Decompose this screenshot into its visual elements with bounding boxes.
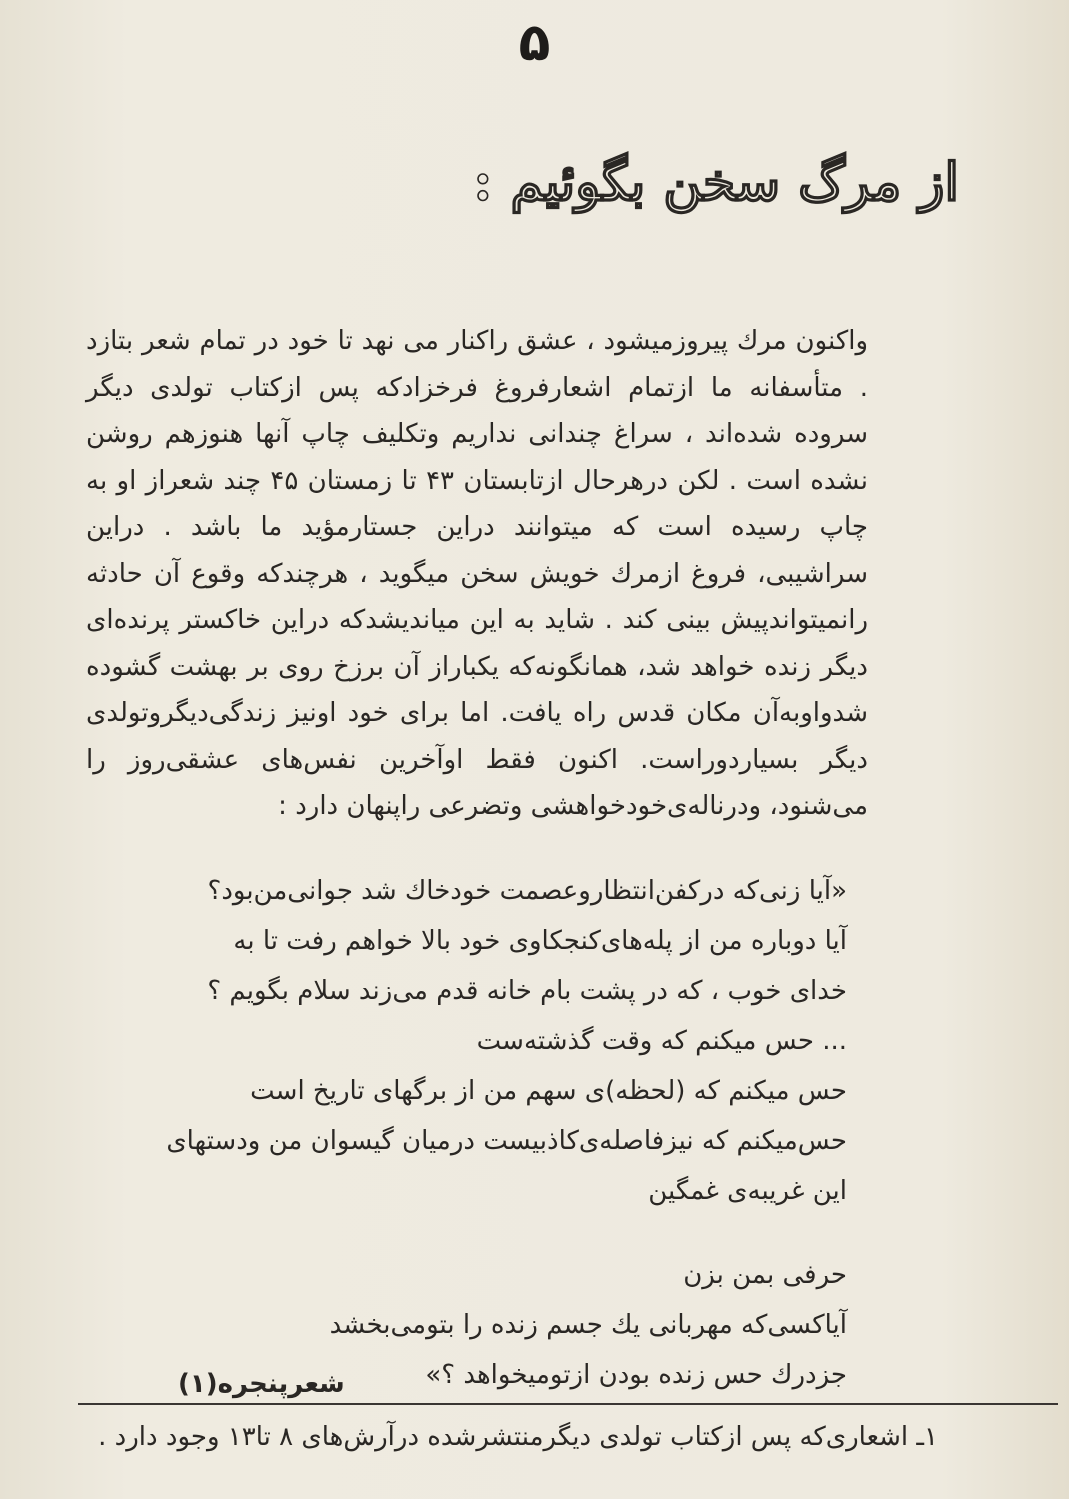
poem-line: ... حس میکنم که وقت گذشته‌ست — [476, 1026, 847, 1056]
chapter-title: از مرگ سخن بگوئیم : — [473, 152, 959, 213]
poem-line: حرفی بمن بزن — [683, 1260, 847, 1290]
body-text — [86, 318, 928, 830]
poem-source: شعرپنجره(۱) — [178, 1369, 345, 1399]
page-number: ۵ — [518, 13, 551, 73]
poem-line: جزدرك حس زنده بودن ازتومیخواهد ؟» — [425, 1360, 847, 1390]
poem-line: «آیا زنی‌که درکفن‌انتظاروعصمت خودخاك شد جوانی‌من‌بود؟ — [207, 876, 847, 906]
poem-line: این غریبه‌ی غمگین — [648, 1176, 847, 1206]
stanza-break — [87, 1216, 847, 1250]
poem-line: خدای خوب ، که در پشت بام خانه قدم می‌زند سلام بگویم ؟ — [207, 976, 847, 1006]
footnote: ۱ـ اشعاری‌که پس ازکتاب تولدی دیگرمنتشرشده درآرش‌های ۸ تا۱۳ وجود دارد . — [98, 1422, 938, 1452]
poem-line: آیاکسی‌که مهربانی یك جسم زنده را بتومی‌بخشد — [329, 1310, 847, 1340]
poem-line: آیا دوباره من از پله‌های‌کنجکاوی خود بالا خواهم رفت تا به — [233, 926, 847, 956]
footnote-divider — [78, 1403, 1058, 1405]
poem-quote — [87, 866, 847, 1400]
poem-line: حس‌میکنم که نیزفاصله‌ی‌کاذبیست درمیان گیسوان من ودستهای — [166, 1126, 847, 1156]
poem-line: حس میکنم که (لحظه)ی سهم من از برگهای تاریخ است — [250, 1076, 847, 1106]
body-paragraph: واکنون مرك پیروزمیشود ، عشق راکنار می نهد تا خود در تمام شعر بتازد . متأسفانه ما ازتمام اشعارفروغ فرخزادکه پس ازکتاب تولدی دیگر سروده شده‌اند ، سراغ چندانی نداریم وتکلیف چاپ آنها هنوزهم روشن نشده است . لکن درهرحال ازتابستان ۴۳ تا زمستان ۴۵ چند شعراز او به چاپ رسیده است که میتوانند دراین جستارمؤید ما باشد . دراین سراشیبی، فروغ ازمرك خویش سخن میگوید ، هرچندکه وقوع آن حادثه رانمیتواندپیش بینی کند . شاید به این میاندیشدکه دراین خاکستر پرنده‌ای دیگر زنده خواهد شد، همانگونه‌که یکباراز آن برزخ روی بر بهشت گشوده شدواوبه‌آن مکان قدس راه یافت. اما برای خود اونیز زندگی‌دیگروتولدی دیگر بسیاردوراست. اکنون فقط اوآخرین نفس‌های عشقی‌روز را می‌شنود، ودرناله‌ی‌خودخواهشی وتضرعی راپنهان دارد : — [86, 326, 868, 821]
